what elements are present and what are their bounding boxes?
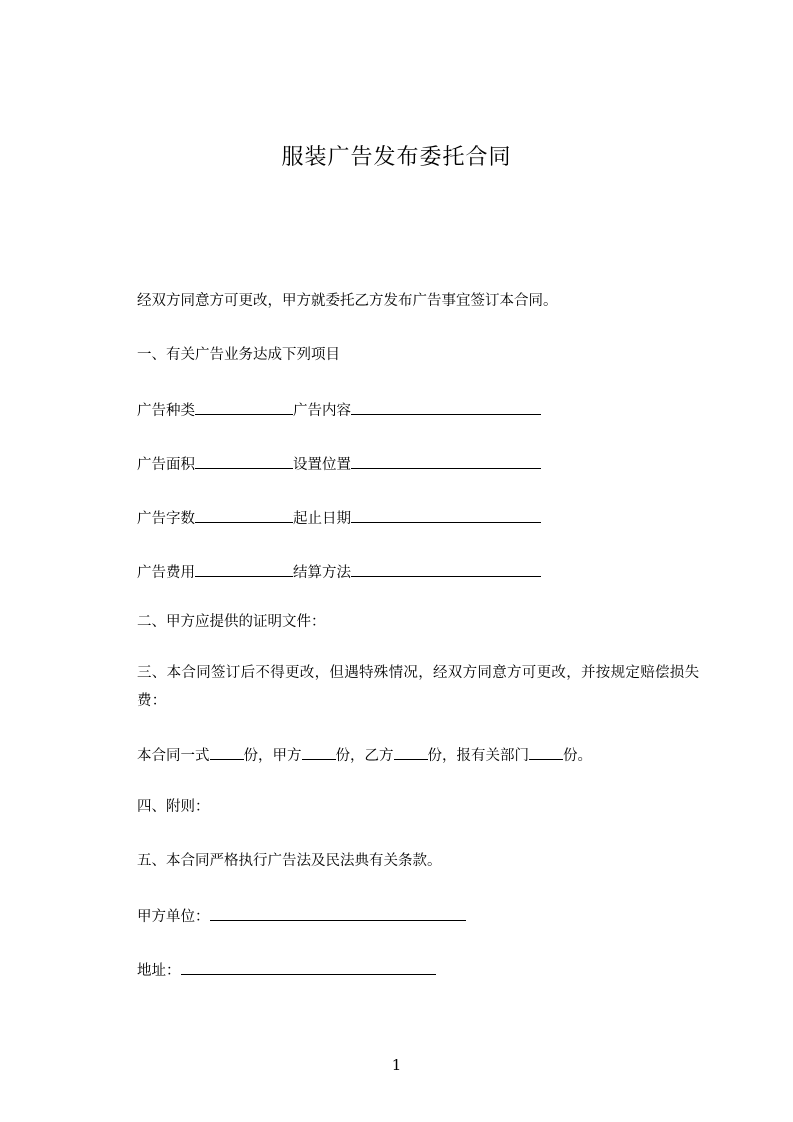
blank-line[interactable] (195, 399, 293, 415)
blank-line[interactable] (351, 399, 541, 415)
blank-line[interactable] (195, 453, 293, 469)
intro-paragraph: 经双方同意方可更改，甲方就委托乙方发布广告事宜签订本合同。 (137, 293, 558, 309)
blank-line[interactable] (210, 905, 466, 921)
blank-line[interactable] (351, 507, 541, 523)
section-3-paragraph: 三、本合同签订后不得更改，但遇特殊情况，经双方同意方可更改，并按规定赔偿损失费： (137, 665, 700, 709)
field-label: 广告字数 (137, 511, 195, 527)
blank-line[interactable] (529, 744, 563, 760)
address-label: 地址： (137, 963, 181, 979)
field-label: 广告内容 (293, 403, 351, 419)
blank-line[interactable] (195, 561, 293, 577)
field-label: 广告种类 (137, 403, 195, 419)
field-label: 广告面积 (137, 457, 195, 473)
party-a-unit-label: 甲方单位： (137, 909, 210, 925)
section-5-paragraph: 五、本合同严格执行广告法及民法典有关条款。 (137, 853, 442, 869)
copies-text: 份，乙方 (335, 748, 394, 764)
blank-line[interactable] (351, 561, 541, 577)
section-2-heading: 二、甲方应提供的证明文件： (137, 614, 326, 630)
page-number: 1 (391, 1056, 402, 1074)
blank-line[interactable] (394, 744, 428, 760)
copies-text: 份，甲方 (243, 748, 302, 764)
blank-line[interactable] (210, 744, 244, 760)
blank-line[interactable] (351, 453, 541, 469)
field-label: 起止日期 (293, 511, 351, 527)
field-label: 广告费用 (137, 565, 195, 581)
document-title: 服装广告发布委托合同 (281, 145, 512, 170)
party-a-unit-row (137, 905, 466, 927)
field-row-3 (137, 507, 541, 529)
field-row-1 (137, 399, 541, 421)
blank-line[interactable] (195, 507, 293, 523)
copies-row (137, 744, 592, 766)
field-row-2 (137, 453, 541, 475)
copies-text: 份。 (563, 748, 592, 764)
blank-line[interactable] (181, 959, 436, 975)
copies-text: 份，报有关部门 (427, 748, 529, 764)
field-row-4 (137, 561, 541, 583)
address-row (137, 959, 436, 981)
section-4-heading: 四、附则： (137, 799, 210, 815)
field-label: 设置位置 (293, 457, 351, 473)
copies-text: 本合同一式 (137, 748, 210, 764)
section-1-heading: 一、有关广告业务达成下列项目 (137, 347, 340, 363)
blank-line[interactable] (302, 744, 336, 760)
field-label: 结算方法 (293, 565, 351, 581)
